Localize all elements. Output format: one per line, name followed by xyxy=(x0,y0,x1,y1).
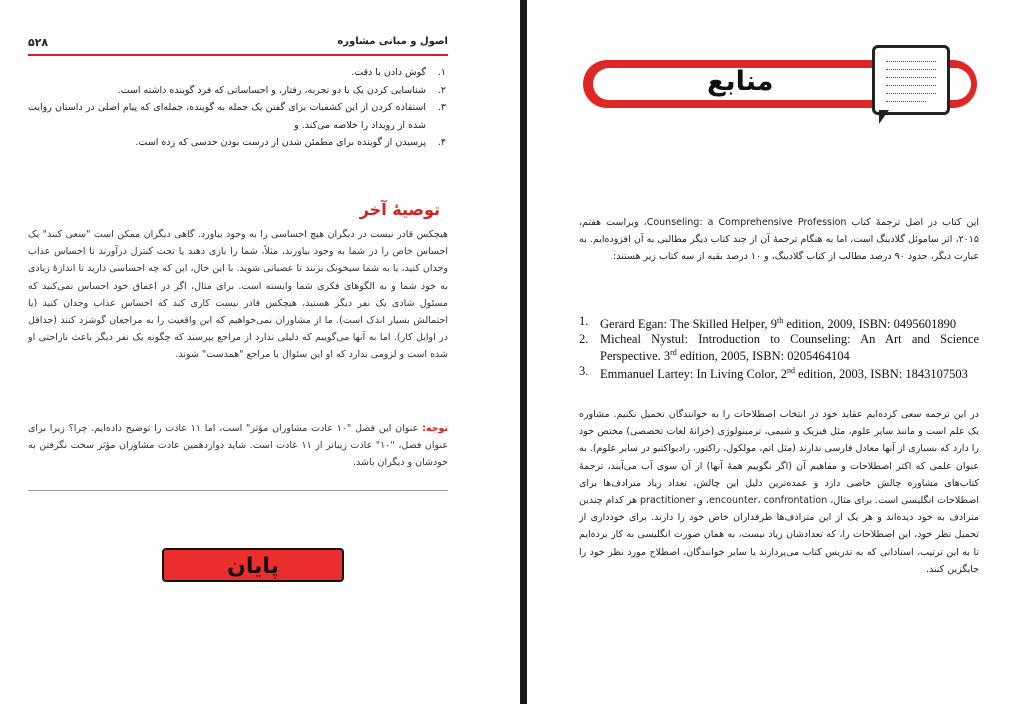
list-item: ۱. گوش دادن با دقت. xyxy=(351,67,446,78)
body-paragraph: هیچکس قادر نیست در دیگران هیچ احساسی را به وجود بیاورد. گاهی دیگران ممکن است "سعی کنند" یک احساس خاص را در شما به وجود بیاورند، مثلاً، شما را بازی دهند یا تحت کنترل درآورند تا احساس عذاب وجدان کنید، یا به شما سیخونک بزنند تا عصبانی شوید. با این حال، این که چه احساسی دارید تا اندازهٔ زیادی به خود شما و به الگوهای فکری شما وابسته است. برای مثال، اگر در اعماق خود احساس نمی‌کنید که مسئول شادی یک نفر دیگر هستید، هیچکس قادر نیست کاری کند که احساس عذاب وجدان کنید (یا احتمالش بسیار اندک است). ما از مشاوران نمی‌خواهیم که این واقعیت را به مراجعان گوشزد کنند (حداقل در اوایل کار). اما به آنها می‌گوییم که دلیلی ندارد از مراجع بپرسند که چگونه یک نفر دیگر باعث ناراحتی او شده است و لزومی ندارد که او این سئوال یا مراجع "همدست" شوند. xyxy=(28,229,448,361)
reference-item: 3. Emmanuel Lartey: In Living Color, 2nd edition, 2003, ISBN: 1843107503 xyxy=(579,363,968,381)
speech-bubble-icon xyxy=(872,45,950,115)
numbered-list xyxy=(28,64,448,152)
right-page xyxy=(527,0,1024,704)
list-item: ۲. شناسایی کردن یک یا دو تجربه، رفتار، و احساساتی که فرد گوینده داشته است. xyxy=(117,84,446,96)
note-text: عنوان این فصل "۱۰ عادت مشاوران مؤثر" است، اما ۱۱ عادت را توضیح داده‌ایم. چرا؟ زیرا برای عنوان فصل، "۱۰" عادت زیباتر از ۱۱ عادت است. شاید دوازدهمین عادت مشاوران مؤثر سخت نگرفتن به خودشان و دیگران باشد. xyxy=(28,423,448,469)
section-title: توصیهٔ آخر xyxy=(359,200,440,219)
divider xyxy=(28,490,448,491)
banner-title: منابع xyxy=(707,66,774,97)
speech-bubble-tail xyxy=(879,110,889,124)
list-item: ۴. پرسیدن از گوینده برای مطمئن شدن از درست بودن حدسی که زده است. xyxy=(135,137,446,148)
page-number: ۵۲۸ xyxy=(28,36,49,49)
note-label: توجه: xyxy=(422,423,448,434)
reference-item: 2. Micheal Nystul: Introduction to Counseling: An Art and Science Perspective. 3rd edition, 2005, ISBN: 0205464104 xyxy=(579,331,979,364)
end-label: پایان xyxy=(162,548,344,582)
intro-paragraph: این کتاب در اصل ترجمهٔ کتاب Counseling: a Comprehensive Profession، ویراست هفتم، ۲۰۱۵، اثر ساموئل گلادینگ است، اما به هنگام ترجمهٔ آن از چند کتاب دیگر مطالبی به آن افزوده‌ایم. به عبارت دیگر، حدود ۹۰ درصد مطالب از کتاب گلادینگ، و ۱۰ درصد بقیه از سه کتاب زیر هستند: xyxy=(579,217,980,263)
note-paragraph xyxy=(28,420,448,472)
header-title: اصول و مبانی مشاوره xyxy=(337,36,448,47)
reference-item: 1. Gerard Egan: The Skilled Helper, 9th edition, 2009, ISBN: 0495601890 xyxy=(579,314,957,332)
running-header xyxy=(28,36,448,56)
list-item: ۳. استفاده کردن از این کشفیات برای گفتن یک جمله به گوینده، جمله‌ای که پیام اصلی در داستان روایت شده از رویداد را خلاصه می‌کند. و xyxy=(28,102,446,131)
reference-list xyxy=(579,314,979,381)
translation-note: در این ترجمه سعی کرده‌ایم عقاید خود در انتخاب اصطلاحات را به خوانندگان تحمیل نکنیم. مشاوره یک علم است و مانند سایر علوم، مثل فیزیک و شیمی، ترمینولوژی (خزانهٔ لغات تخصصی) مختص خود را دارد که بسیاری از آنها معادل فارسی ندارند (مثل اتم، مولکول، راکتور، رادیواکتیو در سایر علوم). به عنوان علمی که اکثر اصطلاحات و مفاهیم آن (اگر نگوییم همهٔ آنها) از آن سوی آب می‌آیند، ترجمهٔ کتاب‌های مشاوره چالش خاصی دارد و عمده‌ترین دلیل این چالش، تعداد زیاد مترادف‌ها برای اصطلاحات انگلیسی است. برای مثال، encounter، confrontation، و practitioner هر کدام چندین مترادف به خود دیده‌اند و هر یک از این مترادف‌ها طرفداران خاص خود را دارند. برای خودداری از تحمیل نظر خود، این اصطلاحات را، که تعدادشان زیاد نیست، به همان صورت انگلیسی به کار برده‌ایم تا به این ترتیب، استادانی که به تدریس کتاب می‌پردازند یا سایر خوانندگان، اصطلاح مورد نظر خود را جایگزین کنند. xyxy=(579,409,979,575)
